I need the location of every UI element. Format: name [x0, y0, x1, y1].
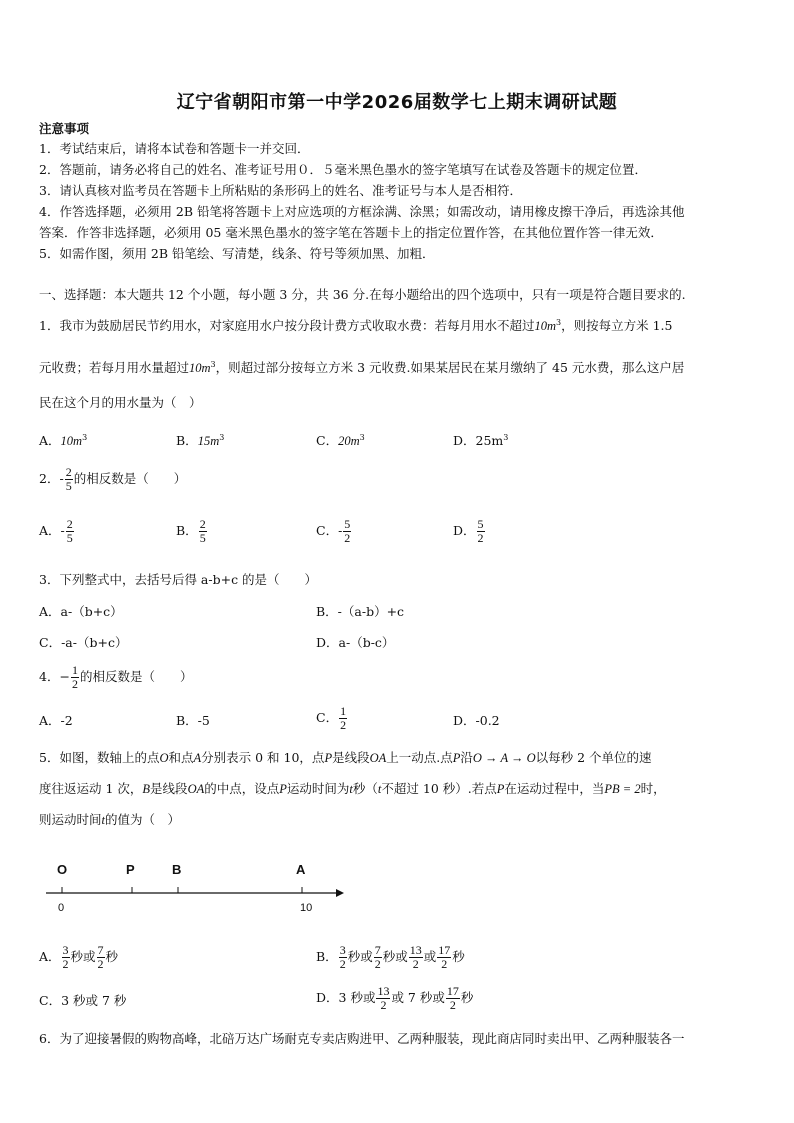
point-o-label: O: [57, 862, 68, 877]
option-d[interactable]: D．3 秒或 $\frac{13}{2}$ 或 7 秒或 $\frac{17}{2}$ 秒: [316, 984, 474, 1012]
notice-item: 1．考试结束后，请将本试卷和答题卡一并交回．: [39, 141, 310, 156]
notice-heading: 注意事项: [39, 121, 90, 136]
tick-label-10: 10: [300, 902, 313, 914]
option-a[interactable]: A．$10m^3$: [39, 432, 88, 448]
option-c[interactable]: C．- $\frac{5}{2}$: [316, 517, 351, 545]
option-d[interactable]: D．-0.2: [453, 713, 500, 728]
question-4-stem: 4．− $\frac{1}{2}$ 的相反数是（ ）: [39, 663, 193, 691]
notice-item: 2．答题前，请务必将自己的姓名、准考证号用０．５毫米黑色墨水的签字笔填写在试卷及答题卡的规定位置．: [39, 162, 647, 177]
option-a[interactable]: A．-2: [39, 713, 73, 728]
option-c[interactable]: C． $\frac{1}{2}$: [316, 704, 347, 732]
option-a[interactable]: A．a-（b+c）: [39, 604, 123, 619]
point-b-label: B: [172, 862, 182, 877]
notice-item: 3．请认真核对监考员在答题卡上所粘贴的条形码上的姓名、准考证号与本人是否相符．: [39, 183, 522, 198]
arrow-head-icon: [336, 889, 344, 897]
question-1-line-3: 民在这个月的用水量为（ ）: [39, 395, 202, 410]
option-c[interactable]: C．-a-（b+c）: [39, 635, 128, 650]
page-title: 辽宁省朝阳市第一中学2026届数学七上期末调研试题: [176, 92, 618, 113]
question-2-stem: 2．- $\frac{2}{5}$ 的相反数是（ ）: [39, 465, 187, 493]
fraction: $\frac{2}{5}$: [65, 465, 72, 493]
question-5-line-3: 则运动时间t的值为（ ）: [39, 812, 181, 827]
option-b[interactable]: B．-5: [176, 713, 210, 728]
question-6-line-1: 6．为了迎接暑假的购物高峰，北碚万达广场耐克专卖店购进甲、乙两种服装，现此商店同时卖出甲、乙两种服装各一: [39, 1031, 685, 1046]
option-b[interactable]: B．$15m^3$: [176, 432, 225, 448]
option-b[interactable]: B．-（a-b）+c: [316, 604, 405, 619]
option-b[interactable]: B． $\frac{2}{5}$: [176, 517, 206, 545]
option-d[interactable]: D．a-（b-c）: [316, 635, 395, 650]
option-c[interactable]: C．3 秒或 7 秒: [39, 993, 127, 1008]
option-d[interactable]: D． $\frac{5}{2}$: [453, 517, 484, 545]
notice-item: 5．如需作图，须用 2B 铅笔绘、写清楚，线条、符号等须加黑、加粗．: [39, 246, 435, 261]
point-p-label: P: [126, 862, 135, 877]
point-a-label: A: [296, 862, 306, 877]
notice-item: 4．作答选择题，必须用 2B 铅笔将答题卡上对应选项的方框涂满、涂黑；如需改动，请用橡皮擦干净后，再选涂其他: [39, 204, 685, 219]
question-1-line-1: 1．我市为鼓励居民节约用水，对家庭用水户按分段计费方式收取水费：若每月用水不超过$10m^3$，则按每立方米 1.5: [39, 317, 673, 333]
option-a[interactable]: A． $\frac{3}{2}$ 秒或 $\frac{7}{2}$ 秒: [39, 943, 119, 971]
option-a[interactable]: A．- $\frac{2}{5}$: [39, 517, 73, 545]
question-5-line-2: 度往返运动 1 次，B是线段OA的中点，设点P运动时间为t秒（t不超过 10 秒）.若点P在运动过程中，当PB = 2时，: [39, 781, 666, 796]
question-3-stem: 3．下列整式中，去括号后得 a-b+c 的是（ ）: [39, 572, 318, 587]
section-heading: 一、选择题：本大题共 12 个小题，每小题 3 分，共 36 分.在每小题给出的四个选项中，只有一项是符合题目要求的.: [39, 287, 686, 302]
number-line: [40, 856, 360, 926]
option-c[interactable]: C．$20m^3$: [316, 432, 365, 448]
option-b[interactable]: B． $\frac{3}{2}$ 秒或 $\frac{7}{2}$ 秒或 $\frac{13}{2}$ 或 $\frac{17}{2}$ 秒: [316, 943, 465, 971]
tick-label-0: 0: [58, 902, 65, 914]
question-1-line-2: 元收费；若每月用水量超过$10m^3$，则超过部分按每立方米 3 元收费.如果某居民在某月缴纳了 45 元水费，那么这户居: [39, 359, 685, 375]
question-5-line-1: 5．如图，数轴上的点O和点A分别表示 0 和 10，点P是线段OA上一动点.点P沿O → A → O以每秒 2 个单位的速: [39, 750, 652, 765]
option-d[interactable]: D．$25m^3$: [453, 432, 509, 448]
notice-item: 答案．作答非选择题，必须用 05 毫米黑色墨水的签字笔在答题卡上的指定位置作答，在其他位置作答一律无效．: [39, 225, 663, 240]
number-line-figure: [40, 856, 360, 926]
